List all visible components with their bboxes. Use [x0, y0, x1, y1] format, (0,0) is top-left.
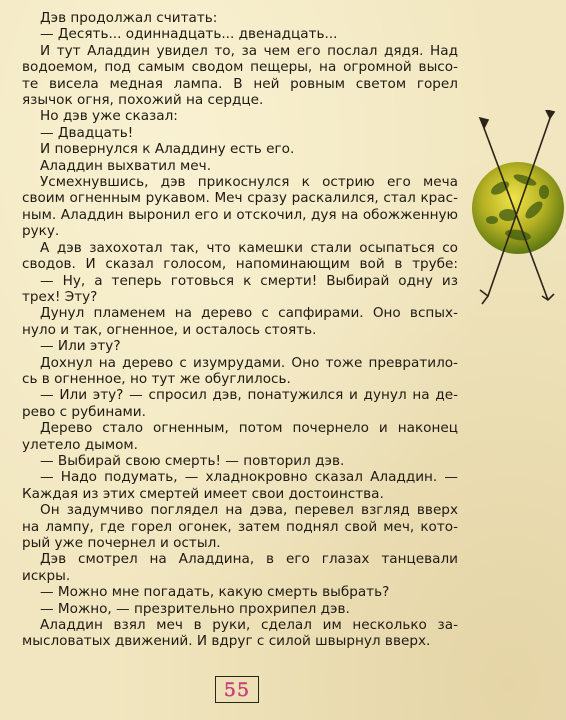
text-line: на лампу, где горел огонек, затем поднял свой меч, кото-	[22, 518, 458, 535]
text-line: Усмехнувшись, дэв прикоснулся к острию его меча	[40, 174, 458, 191]
text-line: сь в огненное, но тут же обуглилось.	[22, 370, 291, 387]
text-line: — Двадцать!	[40, 124, 134, 141]
text-line: Дэв смотрел на Аладдина, в его глазах танцевали	[40, 551, 458, 568]
text-line: — Надо подумать, — хладнокровно сказал Аладдин. —	[40, 469, 458, 486]
text-line: Дохнул на дерево с изумрудами. Оно тоже превратило-	[40, 354, 458, 371]
text-line: улетело дымом.	[22, 436, 138, 453]
text-line: искры.	[22, 567, 71, 584]
text-line: Дунул пламенем на дерево с сапфирами. Оно вспых-	[40, 305, 458, 322]
story-text	[22, 10, 458, 650]
crossed-spears-over-golden-disc-icon	[470, 110, 566, 310]
text-line: руку.	[22, 223, 60, 240]
text-line: Дэв продолжал считать:	[40, 10, 218, 26]
text-line: — Ну, а теперь готовься к смерти! Выбирай одну из	[40, 272, 458, 289]
text-line: — Десять... одиннадцать... двенадцать...	[40, 26, 338, 43]
text-line: — Выбирай свою смерть! — повторил дэв.	[40, 452, 345, 469]
page-number-frame	[215, 676, 259, 703]
text-line: Каждая из этих смертей имеет свои достоинства.	[22, 485, 384, 502]
page-number: 55	[223, 678, 251, 701]
text-line: нуло и так, огненное, и осталось стоять.	[22, 321, 317, 338]
text-line: сводов. И сказал голосом, напоминающим вой в трубе:	[22, 256, 458, 273]
text-line: рево с рубинами.	[22, 403, 146, 420]
text-line: ным. Аладдин выронил его и отскочил, дуя на обожженную	[22, 206, 458, 223]
text-line: те висела медная лампа. В ней ровным светом горел	[22, 75, 458, 92]
text-line: мысловатых движений. И вдруг с силой швырнул вверх.	[22, 633, 431, 650]
text-line: Он задумчиво поглядел на дэва, перевел взгляд вверх	[40, 502, 458, 519]
text-line: — Можно, — презрительно прохрипел дэв.	[40, 600, 350, 617]
text-line: — Или эту?	[40, 338, 121, 355]
text-line: Аладдин взял меч в руки, сделал им несколько за-	[40, 617, 458, 634]
text-line: Но дэв уже сказал:	[40, 108, 178, 125]
text-line: Дерево стало огненным, потом почернело и наконец	[40, 420, 458, 437]
text-line: — Или эту? — спросил дэв, понатужился и дунул на де-	[40, 387, 458, 404]
text-line: А дэв захохотал так, что камешки стали осыпаться со	[40, 239, 458, 256]
text-line: Аладдин выхватил меч.	[40, 157, 212, 174]
text-line: — Можно мне погадать, какую смерть выбрать?	[40, 584, 390, 601]
text-line: И повернулся к Аладдину есть его.	[40, 141, 295, 158]
text-line: своим огненным рукавом. Меч сразу раскалился, стал крас-	[22, 190, 458, 207]
text-line: водоемом, под самым сводом пещеры, на огромной высо-	[22, 59, 458, 76]
text-line: рый уже почернел и остыл.	[22, 535, 221, 551]
text-line: язычок огня, похожий на сердце.	[22, 92, 264, 109]
text-line: И тут Аладдин увидел то, за чем его послал дядя. Над	[40, 42, 458, 59]
text-line: трех! Эту?	[22, 288, 98, 305]
